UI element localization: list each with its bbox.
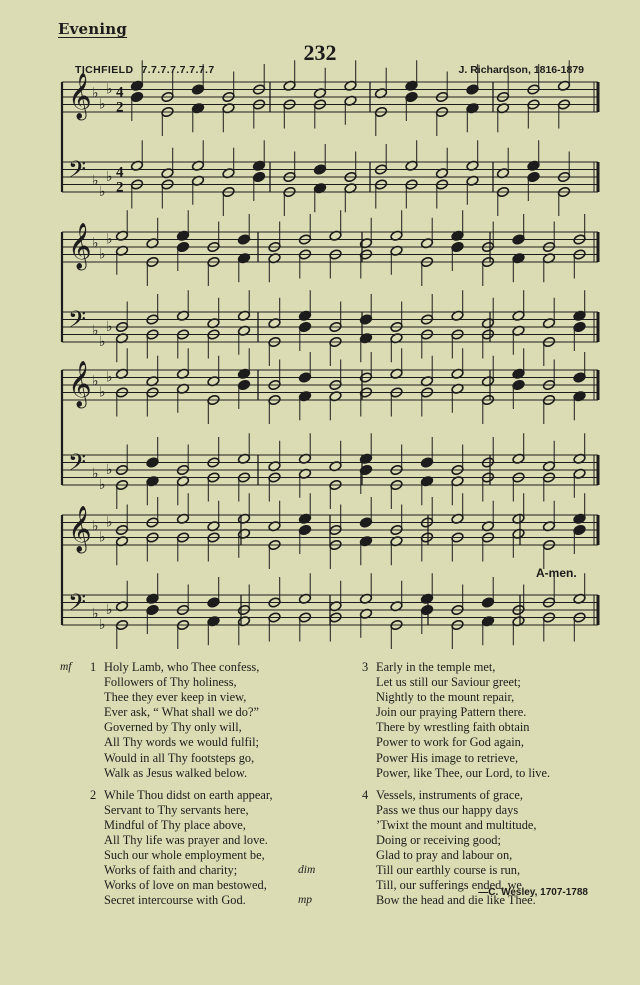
verse-line: Servant to Thy servants here, <box>104 802 249 817</box>
verse-line: Secret intercourse with God. <box>104 893 246 908</box>
verse-line: Holy Lamb, who Thee confess, <box>104 660 260 674</box>
dynamic-mark: mp <box>298 894 313 907</box>
verse-line: Followers of Thy holiness, <box>104 675 237 690</box>
verse-line: Bow the head and die like Thee. <box>376 893 536 908</box>
flat-sign-icon: ♭ <box>99 529 106 546</box>
verse-number: 4 <box>362 787 369 802</box>
flat-sign-icon: ♭ <box>99 184 106 200</box>
verse-line: Governed by Thy only will, <box>104 720 242 735</box>
verse-line: Glad to pray and labour on, <box>376 848 513 863</box>
tune-meter: 7.7.7.7.7.7.7.7 <box>141 64 215 76</box>
flat-sign-icon: ♭ <box>106 602 113 618</box>
verse-line: Such our whole employment be, <box>104 848 265 863</box>
verse-line: All Thy words we would fulfil; <box>104 735 259 750</box>
verse-line: Power to work for God again, <box>376 735 524 750</box>
verse-line: Works of faith and charity; <box>104 863 238 878</box>
flat-sign-icon: ♭ <box>106 81 113 98</box>
treble-clef-icon: 𝄞 <box>68 223 92 269</box>
flat-sign-icon: ♭ <box>92 465 99 482</box>
flat-sign-icon: ♭ <box>92 373 99 390</box>
note-head <box>466 84 479 95</box>
verse-line: Early in the temple met, <box>376 660 496 674</box>
note-head <box>191 84 204 95</box>
note-head <box>130 91 143 102</box>
note-head <box>237 234 250 245</box>
note-head <box>573 524 586 535</box>
dynamic-mark: dim <box>298 864 316 877</box>
note-head <box>176 241 189 252</box>
verse-number: 3 <box>362 660 369 674</box>
verse-line: Works of love on man bestowed, <box>104 878 267 893</box>
verses-right-column <box>298 660 608 916</box>
flat-sign-icon: ♭ <box>106 231 113 248</box>
verses-left-column <box>60 660 335 916</box>
note-head <box>512 234 525 245</box>
flat-sign-icon: ♭ <box>92 605 99 622</box>
author-attribution: —C. Wesley, 1707-1788 <box>478 887 588 898</box>
verse-line: Nightly to the mount repair, <box>376 690 515 705</box>
note-head <box>420 457 433 468</box>
bass-clef-icon: 𝄢 <box>68 155 87 189</box>
note-head <box>313 164 326 175</box>
note-head <box>481 597 494 608</box>
note-head <box>298 524 311 535</box>
note-head <box>420 604 433 615</box>
flat-sign-icon: ♭ <box>99 334 106 350</box>
verse-line: Walk as Jesus walked below. <box>104 765 248 780</box>
verse-number: 1 <box>90 660 97 674</box>
flat-sign-icon: ♭ <box>106 169 113 185</box>
verse-line: All Thy life was prayer and love. <box>104 833 268 848</box>
flat-sign-icon: ♭ <box>99 617 106 633</box>
note-head <box>527 171 540 182</box>
flat-sign-icon: ♭ <box>92 172 99 189</box>
bass-clef-icon: 𝄢 <box>68 588 87 622</box>
treble-clef-icon: 𝄞 <box>68 361 92 407</box>
verse-line: Power His image to retrieve, <box>376 750 519 765</box>
verse-line: Mindful of Thy place above, <box>104 817 246 832</box>
verse-line: Doing or receiving good; <box>376 833 501 848</box>
flat-sign-icon: ♭ <box>106 514 113 531</box>
verse-line: Vessels, instruments of grace, <box>376 787 523 802</box>
flat-sign-icon: ♭ <box>99 477 106 493</box>
verse-line: ’Twixt the mount and multitude, <box>376 817 537 832</box>
composer: J. Richardson, 1816-1879 <box>458 64 584 76</box>
time-signature-top: 4 <box>116 84 124 101</box>
verse-line: While Thou didst on earth appear, <box>104 787 273 802</box>
flat-sign-icon: ♭ <box>92 85 99 102</box>
bass-clef-icon: 𝄢 <box>68 448 87 482</box>
note-head <box>359 464 372 475</box>
time-signature-bottom: 2 <box>116 179 124 196</box>
verse-line: Would in all Thy footsteps go, <box>104 750 255 765</box>
note-head <box>512 379 525 390</box>
verse-line: Join our praying Pattern there. <box>376 705 527 720</box>
verse-2 <box>60 788 335 909</box>
flat-sign-icon: ♭ <box>106 369 113 386</box>
verse-number: 2 <box>90 787 97 802</box>
treble-clef-icon: 𝄞 <box>68 506 92 552</box>
note-head <box>252 171 265 182</box>
verse-3 <box>338 660 608 781</box>
hymn-number: 232 <box>303 40 337 65</box>
flat-sign-icon: ♭ <box>92 235 99 252</box>
flat-sign-icon: ♭ <box>92 518 99 535</box>
note-head <box>146 604 159 615</box>
verse-1 <box>60 660 335 781</box>
flat-sign-icon: ♭ <box>99 96 106 113</box>
note-head <box>298 321 311 332</box>
verse-line: Pass we thus our happy days <box>376 802 519 817</box>
verse-line: Thee they ever keep in view, <box>104 690 247 705</box>
verse-line: Let us still our Saviour greet; <box>376 675 521 690</box>
dynamic-mark: mf <box>60 661 72 673</box>
flat-sign-icon: ♭ <box>106 462 113 478</box>
note-head <box>573 372 586 383</box>
note-head <box>359 314 372 325</box>
verse-line: Till our earthly course is run, <box>376 863 521 878</box>
time-signature-bottom: 2 <box>116 99 124 116</box>
time-signature-top: 4 <box>116 164 124 181</box>
flat-sign-icon: ♭ <box>92 322 99 339</box>
note-head <box>237 379 250 390</box>
flat-sign-icon: ♭ <box>99 246 106 263</box>
flat-sign-icon: ♭ <box>99 384 106 401</box>
note-head <box>207 597 220 608</box>
verse-line: Ever ask, “ What shall we do?” <box>104 705 259 720</box>
note-head <box>146 457 159 468</box>
tune-title: TICHFIELD <box>75 64 134 76</box>
note-head <box>298 372 311 383</box>
note-head <box>573 321 586 332</box>
amen-label: A-men. <box>536 566 577 580</box>
note-head <box>359 517 372 528</box>
flat-sign-icon: ♭ <box>106 319 113 335</box>
verse-line: Power, like Thee, our Lord, to live. <box>376 765 551 780</box>
bass-clef-icon: 𝄢 <box>68 305 87 339</box>
section-title: Evening <box>58 20 128 38</box>
verse-line: There by wrestling faith obtain <box>376 720 530 735</box>
treble-clef-icon: 𝄞 <box>68 73 92 119</box>
verse-line: Till, our sufferings ended, we <box>376 878 522 893</box>
note-head <box>451 241 464 252</box>
note-head <box>405 91 418 102</box>
